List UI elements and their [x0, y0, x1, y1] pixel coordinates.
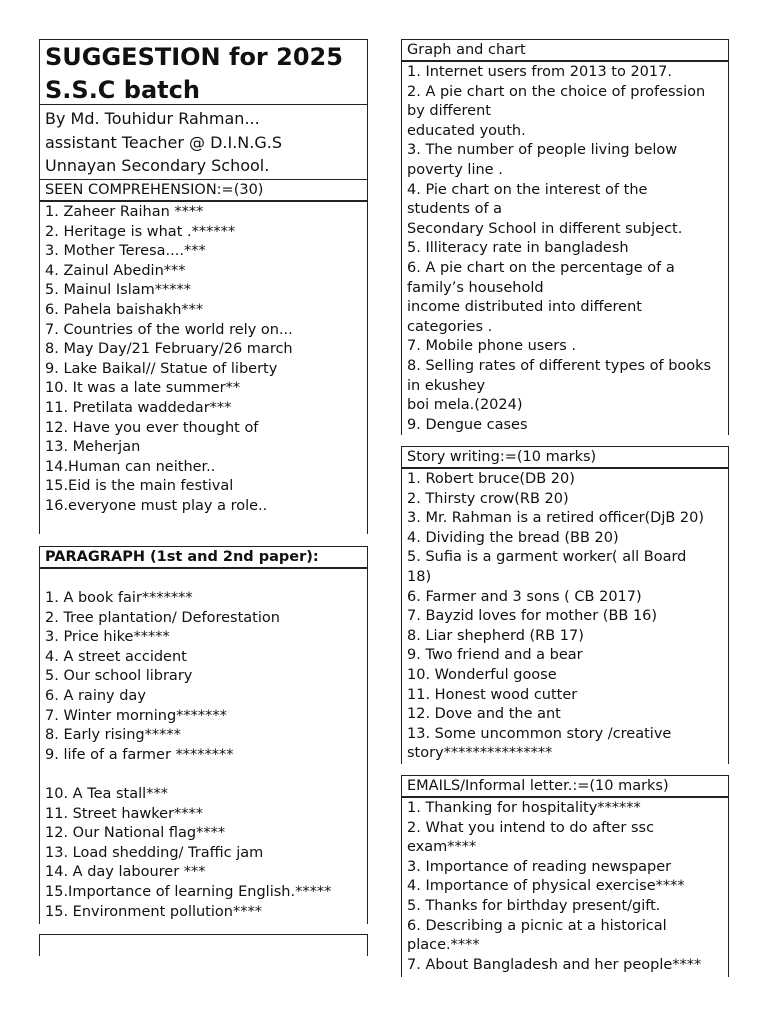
list-spacer: [45, 765, 362, 785]
paragraph-header: PARAGRAPH (1st and 2nd paper):: [39, 546, 368, 568]
list-line: Secondary School in different subject.: [407, 220, 683, 237]
list-line: 6. Farmer and 3 sons ( CB 2017): [407, 588, 642, 605]
list-line: 13. Some uncommon story /creative: [407, 725, 672, 742]
list-line: 4. Dividing the bread (BB 20): [407, 529, 619, 546]
list-line: 7. Mobile phone users .: [407, 338, 577, 355]
list-item: 7. Countries of the world rely on...: [45, 321, 293, 338]
list-item: 14. A day labourer ***: [45, 864, 206, 881]
list-line: story***************: [407, 745, 553, 762]
list-line: 2. Thirsty crow(RB 20): [407, 490, 569, 507]
list-item: 15.Eid is the main festival: [45, 478, 234, 495]
author-box: [39, 104, 368, 180]
list-line: 3. The number of people living below: [407, 142, 678, 159]
emails-list: [401, 797, 729, 977]
list-item: 8. Early rising*****: [45, 727, 181, 744]
graph-chart-list: [401, 61, 729, 435]
list-line: 9. Dengue cases: [407, 416, 528, 433]
list-line: 5. Thanks for birthday present/gift.: [407, 897, 661, 914]
paragraph-list: [39, 568, 368, 924]
list-line: 6. A pie chart on the percentage of a: [407, 259, 675, 276]
list-line: categories .: [407, 318, 493, 335]
list-item: 4. Zainul Abedin***: [45, 262, 186, 279]
list-item: 11. Pretilata waddedar***: [45, 399, 232, 416]
title-box: [39, 39, 368, 105]
list-item: 14.Human can neither..: [45, 458, 216, 475]
list-line: 1. Internet users from 2013 to 2017.: [407, 64, 672, 80]
list-line: students of a: [407, 201, 503, 218]
list-item: 3. Price hike*****: [45, 629, 170, 646]
list-line: in ekushey: [407, 377, 486, 394]
list-line: by different: [407, 103, 491, 120]
list-line: 18): [407, 568, 432, 585]
graph-chart-header: Graph and chart: [401, 39, 729, 61]
story-writing-header: Story writing:=(10 marks): [401, 446, 729, 468]
list-line: boi mela.(2024): [407, 397, 523, 414]
list-item: 11. Street hawker****: [45, 805, 204, 822]
list-line: 4. Pie chart on the interest of the: [407, 181, 648, 198]
list-item: 9. life of a farmer ********: [45, 746, 234, 763]
list-line: 1. Thanking for hospitality******: [407, 800, 641, 816]
list-item: 2. Heritage is what .******: [45, 223, 236, 240]
author-line-3: Unnayan Secondary School.: [45, 156, 270, 175]
list-line: 11. Honest wood cutter: [407, 686, 578, 703]
list-line: family’s household: [407, 279, 544, 296]
list-item: 10. A Tea stall***: [45, 785, 168, 802]
list-line: 2. What you intend to do after ssc: [407, 819, 655, 836]
list-item: 7. Winter morning*******: [45, 707, 227, 724]
list-line: 5. Illiteracy rate in bangladesh: [407, 240, 629, 257]
list-item: 9. Lake Baikal// Statue of liberty: [45, 360, 278, 377]
list-item: 12. Our National flag****: [45, 825, 226, 842]
list-line: 3. Mr. Rahman is a retired officer(DjB 20): [407, 510, 705, 527]
list-item: 12. Have you ever thought of: [45, 419, 259, 436]
author-line-2: assistant Teacher @ D.I.N.G.S: [45, 132, 282, 152]
list-item: 5. Mainul Islam*****: [45, 282, 192, 299]
list-line: 10. Wonderful goose: [407, 666, 557, 683]
list-item: 3. Mother Teresa....***: [45, 243, 206, 260]
list-item: 13. Load shedding/ Traffic jam: [45, 844, 264, 861]
seen-comprehension-header: SEEN COMPREHENSION:=(30): [39, 179, 368, 201]
list-line: place.****: [407, 937, 480, 954]
list-line: 2. A pie chart on the choice of profession: [407, 83, 706, 100]
list-item: 8. May Day/21 February/26 march: [45, 341, 293, 358]
list-item: 1. Zaheer Raihan ****: [45, 204, 204, 220]
list-item: 15. Environment pollution****: [45, 903, 262, 920]
list-line: 9. Two friend and a bear: [407, 647, 583, 664]
list-line: 7. Bayzid loves for mother (BB 16): [407, 608, 658, 625]
list-line: 8. Selling rates of different types of books: [407, 357, 712, 374]
page-title-line-1: SUGGESTION for 2025: [45, 43, 343, 71]
list-line: 5. Sufia is a garment worker( all Board: [407, 549, 687, 566]
list-item: 10. It was a late summer**: [45, 380, 241, 397]
list-item: 5. Our school library: [45, 668, 193, 685]
story-writing-list: [401, 468, 729, 764]
list-line: exam****: [407, 839, 477, 856]
list-line: 4. Importance of physical exercise****: [407, 878, 685, 895]
list-line: 7. About Bangladesh and her people****: [407, 956, 702, 973]
list-item: 2. Tree plantation/ Deforestation: [45, 609, 280, 626]
list-item: 15.Importance of learning English.*****: [45, 883, 332, 900]
list-line: 6. Describing a picnic at a historical: [407, 917, 667, 934]
list-item: 1. A book fair*******: [45, 590, 193, 606]
seen-comprehension-list: [39, 201, 368, 534]
list-line: 12. Dove and the ant: [407, 706, 561, 723]
emails-header: EMAILS/Informal letter.:=(10 marks): [401, 775, 729, 797]
list-line: income distributed into different: [407, 299, 642, 316]
author-line-1: By Md. Touhidur Rahman...: [45, 109, 260, 128]
list-item: 6. A rainy day: [45, 687, 146, 704]
list-item: 13. Meherjan: [45, 439, 141, 456]
list-line: educated youth.: [407, 122, 526, 139]
list-line: 3. Importance of reading newspaper: [407, 858, 672, 875]
empty-box: [39, 934, 368, 956]
page-title-line-2: S.S.C batch: [45, 76, 200, 104]
list-item: 6. Pahela baishakh***: [45, 301, 204, 318]
list-line: poverty line .: [407, 161, 503, 178]
list-item: 4. A street accident: [45, 648, 187, 665]
list-line: 8. Liar shepherd (RB 17): [407, 627, 584, 644]
list-line: 1. Robert bruce(DB 20): [407, 471, 575, 487]
list-item: 16.everyone must play a role..: [45, 497, 268, 514]
